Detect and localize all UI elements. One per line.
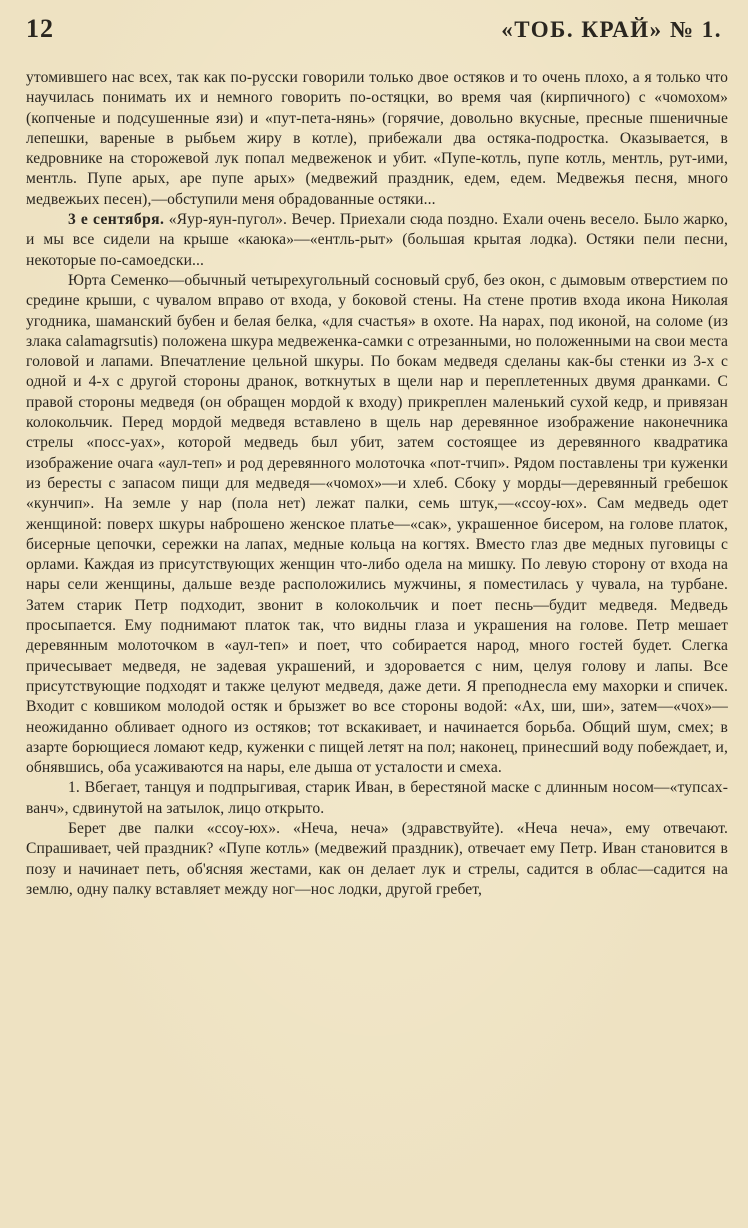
paragraph-1 [26,68,728,210]
paragraph-text: Берет две палки «ссоу-юх». «Неча, неча» (здравствуйте). «Неча неча», ему отвечают. Спрашивает, чей праздник? «Пупе котль» (медвежий праздник), отвечает ему Петр. Иван становится в позу и начинает петь, об'ясняя жестами, как он делает лук и стрелы, садится в облас—садится на землю, одну палку вставляет между ног—нос лодки, другой гребет, [26,819,728,898]
paragraph-2 [26,210,728,271]
paragraph-5 [26,819,728,900]
paragraph-text: «Яур-яун-пугол». Вечер. Приехали сюда поздно. Ехали очень весело. Было жарко, и мы все сидели на крыше «каюка»—«ентль-рыт» (большая крытая лодка). Остяки пели песни, некоторые по-самоедски... [26,211,728,269]
paragraph-text: 1. Вбегает, танцуя и подпрыгивая, старик Иван, в берестяной маске с длинным носом—«тупсах-ванч», сдвинутой на затылок, лицо открыто. [26,779,728,817]
page-number: 12 [26,14,54,43]
date-label: 3 е сентября. [68,211,165,229]
paragraph-4 [26,778,728,819]
running-title: «ТОБ. КРАЙ» № 1. [501,17,722,42]
page-header [26,14,728,54]
article-body [26,68,728,900]
paragraph-3 [26,271,728,778]
paragraph-text: Юрта Семенко—обычный четырехугольный сосновый сруб, без окон, с дымовым отверстием по средине крыши, с чувалом вправо от входа, у боковой стены. На стене против входа икона Николая угодника, шаманский бубен и белая белка, «для счастья» в охоте. На нарах, под иконой, на соломе (из злака calamagrsutis) положена шкура медвеженка-самки с отрезанными, но положенными на свои места головой и лапами. Впечатление цельной шкуры. По бокам медведя сделаны как-бы стенки из 3-х с одной и 4-х с другой стороны дранок, воткнутых в щели нар и переплетенных двумя дранками. С правой стороны медведя (он обращен мордой к входу) прикреплен маленький сухой кедр, и привязан колокольчик. Перед мордой медведя вставлено в щель нар деревянное изображение наконечника стрелы «посс-уах», которой медведь был убит, затем состоящее из деревянного квадратика изображение очага «аул-теп» и род деревянного молоточка «пот-тчип». Рядом поставлены три куженки из бересты с запасом пищи для медведя—«чомох»—и хлеб. Сбоку у морды—деревянный гребешок «кунчип». На земле у нар (пола нет) лежат палки, семь штук,—«ссоу-юх». Сам медведь одет женщиной: поверх шкуры наброшено женское платье—«сак», украшенное бисером, на голове платок, бисерные цепочки, сережки на лапах, медные кольца на когтях. Вместо глаз две медных пуговицы с орлами. Каждая из присутствующих женщин что-либо одела на мишку. По левую сторону от входа на нары сели женщины, дальше везде расположились мужчины, я поместилась у чувала, на турбане. Затем старик Петр подходит, звонит в колокольчик и поет песнь—будит медведя. Медведь просыпается. Ему поднимают платок так, что видны глаза и украшения на голове. Петр мешает деревянным молоточком в «аул-теп» и поет, что собирается народ, много гостей будет. Слегка причесывает медведя, не задевая украшений, и здоровается с ним, целуя голову и лапы. Все присутствующие подходят и также целуют медведя, даже дети. Я преподнесла ему махорки и спичек. Входит с ковшиком молодой остяк и брызжет во все стороны водой: «Ах, ши, ши», затем—«чох»—неожиданно обливает одного из остяков; тот вскакивает, и начинается борьба. Общий шум, смех; в азарте борющиеся ломают кедр, куженки с пищей летят на пол; наконец, принесший воду побеждает, и, обнявшись, оба усаживаются на нары, еле дыша от усталости и смеха. [26,271,728,777]
paragraph-text: утомившего нас всех, так как по-русски говорили только двое остяков и то очень плохо, а я только что научилась понимать их и немного говорить по-остяцки, во время чая (кирпичного) с «чомохом» (копченые и подсушенные язи) и «пут-пета-нянь» (горячие, довольно вкусные, пресные пшеничные лепешки, вареные в рыбьем жиру в котле), прибежали два остяка-подростка. Оказывается, в кедровнике на сторожевой лук попал медвеженок и убит. «Пупе-котль, пупе котль, ментль, рут-ими, ментль. Пупе арых, аре пупе арых» (медвежий праздник, едем, едем. Медвежья песня, много медвежьих песен),—обступили меня обрадованные остяки... [26,69,728,208]
